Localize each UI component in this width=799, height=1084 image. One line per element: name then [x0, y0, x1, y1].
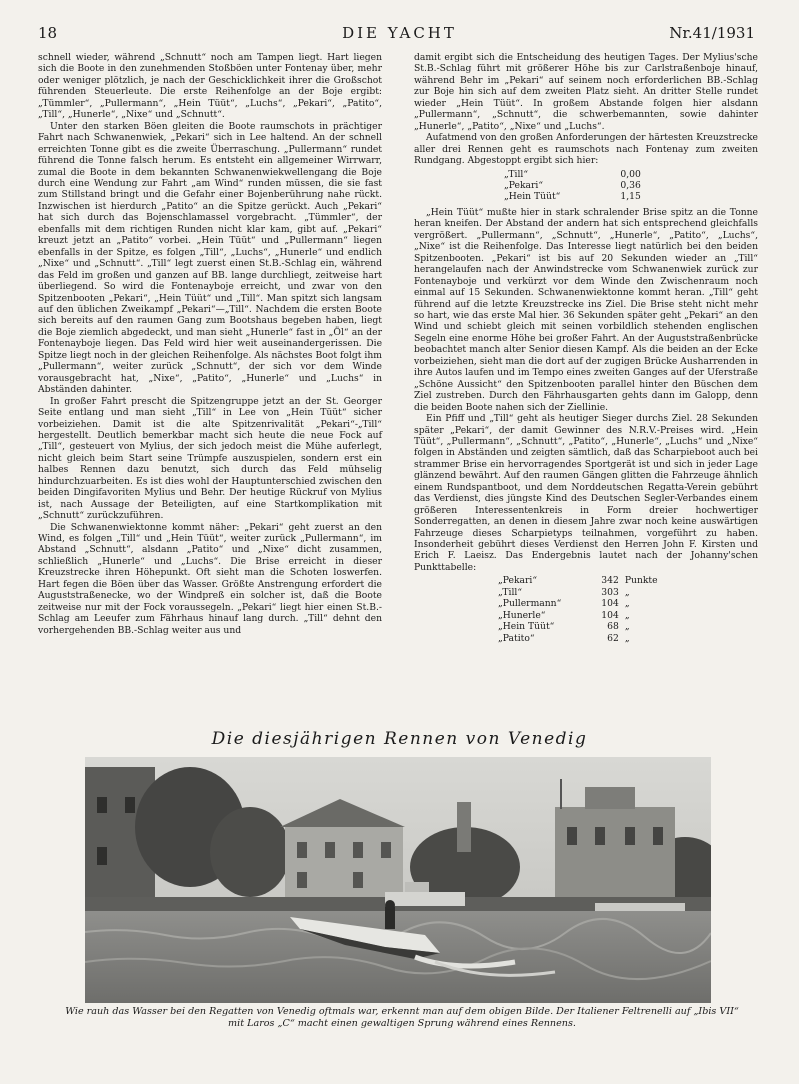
table-row	[504, 180, 641, 191]
table-row	[498, 621, 658, 632]
boat-name: „Patito“	[498, 632, 535, 644]
boat-name: „Pekari“	[498, 575, 538, 587]
table-row	[498, 633, 658, 644]
boat-name: „Pullermann“	[498, 598, 562, 610]
boat-name: „Pekari“	[504, 179, 544, 191]
points-value: 342	[601, 575, 619, 587]
issue-number: Nr.41/1931	[669, 24, 755, 42]
table-row	[498, 587, 658, 598]
time-value: 0,00	[620, 168, 641, 180]
paragraph: Die Schwanenwiektonne kommt näher: „Pekari“ geht zuerst an den Wind, es folgen „Till“ und „Hein Tüüt“, weiter zurück „Pullermann“, im Abstand „Schnutt“, alsdann „Patito“ und „Nixe“ dicht zusammen, schließlich „Hunerle“ und „Luchs“. Die Brise erreicht in dieser Kreuzstrecke ihren Höhepunkt. Oft sieht man die Schoten loswerfen. Hart fegen die Böen über das Wasser. Größte Anstrengung erfordert die Auguststraßenecke, wo der Windpreß ein solcher ist, daß die Boote zeitweise nur mit der Fock voraussegeln. „Pekari“ liegt hier einen St.B.-Schlag am Leeufer zum Fährhaus hinauf lang durch. „Till“ dehnt den vorhergehenden BB.-Schlag weiter aus und	[38, 521, 382, 636]
table-row	[498, 610, 658, 621]
points-value: 104	[601, 609, 619, 621]
points-unit: „	[624, 598, 630, 610]
boat-name: „Hein Tüüt“	[504, 191, 561, 203]
right-column	[414, 52, 758, 648]
paragraph: Ein Pfiff und „Till“ geht als heutiger Sieger durchs Ziel. 28 Sekunden später „Pekari“, der damit Gewinner des N.R.V.-Preises wird. „Hein Tüüt“, „Pullermann“, „Schnutt“, „Patito“, „Hunerle“, „Luchs“ und „Nixe“ folgen in Abständen und zeigten sämtlich, daß das Scharpieboot auch bei strammer Brise ein hervorragendes Sportgerät ist und sich in jeder Lage glänzend bewährt. Auf den raumen Gängen glitten die Fahrzeuge ähnlich einem Rundspantboot, und dem Norddeutschen Regatta-Verein gebührt das Verdienst, dies jüngste Kind des Deutschen Segler-Verbandes einem größeren Interessentenkreis in Form dreier hochwertiger Sonderregatten, an denen in diesem Jahre zwar noch keine auswärtigen Fahrzeuge dieses Scharpietyps teilnahmen, vorgeführt zu haben. Insonderheit gebührt dieses Verdienst den Herren John F. Kirsten und Erich F. Laeisz. Das Endergebnis lautet nach der Johanny'schen Punkttabelle:	[414, 413, 758, 573]
left-column	[38, 52, 382, 636]
time-value: 0,36	[620, 179, 641, 191]
times-table	[504, 169, 641, 203]
boat-name: „Hein Tüüt“	[498, 621, 555, 633]
boat-name: „Hunerle“	[498, 609, 546, 621]
table-row	[504, 169, 641, 180]
paragraph: In großer Fahrt prescht die Spitzengruppe jetzt an der St. Georger Seite entlang und man sieht „Till“ in Lee von „Hein Tüüt“ sicher vorbeiziehen. Damit ist die alte Spitzenrivalität „Pekari“-„Till“ hergestellt. Deutlich bemerkbar macht sich heute die neue Fock auf „Till“, gesteuert von Mylius, der sich jedoch meist die Mühe auferlegt, nicht gleich beim Start seine Trümpfe auszuspielen, sondern erst ein halbes Rennen dazu benutzt, sich durch das Feld mühselig hindurchzuarbeiten. Es ist dies wohl der Hauptunterschied zwischen den beiden Dingifavoriten Mylius und Behr. Der heutige Rückruf von Mylius ist, nach Aussage der Beteiligten, auf eine Startkomplikation mit „Schnutt“ zurückzuführen.	[38, 395, 382, 522]
points-unit: „	[624, 609, 630, 621]
paragraph: schnell wieder, während „Schnutt“ noch am Tampen liegt. Hart liegen sich die Boote in den zunehmenden Stoßböen unter Fontenay über, mehr oder weniger plötzlich, je nach der Geschicklichkeit ihrer die Großschot führenden Steuerleute. Die erste Reihenfolge an der Boje ergibt: „Tümmler“, „Pullermann“, „Hein Tüüt“, „Luchs“, „Pekari“, „Patito“, „Till“, „Hunerle“, „Nixe“ und „Schnutt“.	[38, 52, 382, 121]
table-row	[504, 191, 641, 202]
paragraph: Unter den starken Böen gleiten die Boote raumschots in prächtiger Fahrt nach Schwanenwiek, „Pekari“ sich in Lee haltend. An der schnell erreichten Tonne gibt es die zweite Überraschung. „Pullermann“ rundet führend die Tonne falsch herum. Es entsteht ein allgemeiner Wirrwarr, zumal die Boote in dem bekannten Schwanenwiekwellengang die Boje durch eine Wendung zur Fahrt „am Wind“ runden müssen, die sie fast zum Stillstand bringt und die Gefahr einer Bojenberührung nahe rückt. Inzwischen ist hierdurch „Patito“ an die Spitze gerückt. Auch „Pekari“ hat sich durch das Bojenschlamassel vorgebracht. „Tümmler“, der ebenfalls mit dem richtigen Runden nicht klar kam, gibt auf. „Pekari“ kreuzt jetzt an „Patito“ vorbei. „Hein Tüüt“ und „Pullermann“ liegen ebenfalls in der Spitze, es folgen „Till“, „Luchs“, „Hunerle“ und endlich „Nixe“ und „Schnutt“. „Till“ legt zuerst einen St.B.-Schlag ein, während das Feld im großen und ganzen auf BB. lange durchliegt, zeitweise hart überliegend. So wird die Fontenayboje erreicht, und zwar von den Spitzenbooten „Pekari“, „Hein Tüüt“ und „Till“. Man spitzt sich langsam auf den üblichen Zweikampf „Pekari“—„Till“. Nachdem die ersten Boote sich bereits auf den raumen Gang zum Bootshaus begeben haben, liegt die Boje ziemlich abgedeckt, und man sieht „Hunerle“ fast in „Öl“ an der Fontenayboje liegen. Das Feld wird hier weit auseinandergerissen. Die Spitze liegt noch in der gleichen Reihenfolge. Als nächstes Boot folgt ihm „Pullermann“, weiter zurück „Schnutt“, der sich vor dem Winde vorausgebracht hat, „Nixe“, „Patito“, „Hunerle“ und „Luchs“ in Abständen dahinter.	[38, 120, 382, 396]
boat-name: „Till“	[498, 586, 523, 598]
photo-caption: Wie rauh das Wasser bei den Regatten von Venedig oftmals war, erkennt man auf dem obigen Bilde. Der Italiener Feltrenelli auf „Ibis VII“ mit Laros „C“ macht einen gewaltigen Sprung während eines Rennens.	[65, 1006, 739, 1029]
paragraph: damit ergibt sich die Entscheidung des heutigen Tages. Der Mylius'sche St.B.-Schlag führt mit größerer Höhe bis zur Carlstraßenboje hinauf, während Behr im „Pekari“ auf seinem noch erforderlichen BB.-Schlag zur Boje hin sich auf dem zweiten Platz sieht. An dritter Stelle rundet wieder „Hein Tüüt“. In großem Abstande folgen hier alsdann „Pullermann“, „Schnutt“, die schwerbemannten, sowie dahinter „Hunerle“, „Patito“, „Nixe“ und „Luchs“.	[414, 52, 758, 132]
points-value: 104	[601, 598, 619, 610]
article-heading: Die diesjährigen Rennen von Venedig	[211, 729, 588, 749]
table-row	[498, 575, 658, 586]
points-value: 62	[607, 632, 619, 644]
paragraph: „Hein Tüüt“ mußte hier in stark schralender Brise spitz an die Tonne heran kneifen. Der Abstand der andern hat sich entsprechend gleichfalls vergrößert. „Pullermann“, „Schnutt“, „Hunerle“, „Patito“, „Luchs“, „Nixe“ ist die Reihenfolge. Das Interesse liegt natürlich bei den beiden Spitzenbooten. „Pekari“ ist bis auf 20 Sekunden wieder an „Till“ herangelaufen nach der Anwindstrecke vom Schwanenwiek zurück zur Fontenayboje und verkürzt vor dem Winde den Zwischenraum noch einmal auf 15 Sekunden. Schwanenwiektonne kommt heran. „Till“ geht führend auf die letzte Kreuzstrecke ins Ziel. Die Brise steht nicht mehr so hart, wie das erste Mal hier. 36 Sekunden später geht „Pekari“ an den Wind und schiebt gleich mit seinen vorbildlich stehenden englischen Segeln eine enorme Höhe bei großer Fahrt. An der Auguststraßenbrücke beobachtet manch alter Senior diesen Kampf. Als die beiden an der Ecke vorbeiziehen, sieht man die dort auf der zugigen Brücke Ausharrenden in ihre Autos laufen und im Tempo eines zweiten Ganges auf der Uferstraße „Schöne Aussicht“ den Spitzenbooten parallel hinter den Büschen dem Ziel zustreben. Durch den Fährhausgarten gehts dann im Galopp, denn die beiden Boote nahen sich der Ziellinie.	[414, 206, 758, 413]
points-value: 68	[607, 621, 619, 633]
page-number: 18	[38, 24, 58, 42]
time-value: 1,15	[620, 191, 641, 203]
points-unit: „	[624, 586, 630, 598]
points-table	[498, 575, 658, 644]
points-unit: „	[624, 632, 630, 644]
points-unit: „	[624, 621, 630, 633]
page-header	[0, 24, 799, 48]
boat-name: „Till“	[504, 168, 529, 180]
points-value: 303	[601, 586, 619, 598]
table-row	[498, 598, 658, 609]
speedboat-photo-illustration	[85, 757, 711, 1003]
venice-regatta-photo	[85, 757, 711, 1003]
points-unit: Punkte	[624, 575, 658, 587]
paragraph: Aufatmend von den großen Anforderungen der härtesten Kreuzstrecke aller drei Rennen geht es raumschots nach Fontenay zum zweiten Rundgang. Abgestoppt ergibt sich hier:	[414, 132, 758, 167]
magazine-title: DIE YACHT	[342, 24, 457, 42]
